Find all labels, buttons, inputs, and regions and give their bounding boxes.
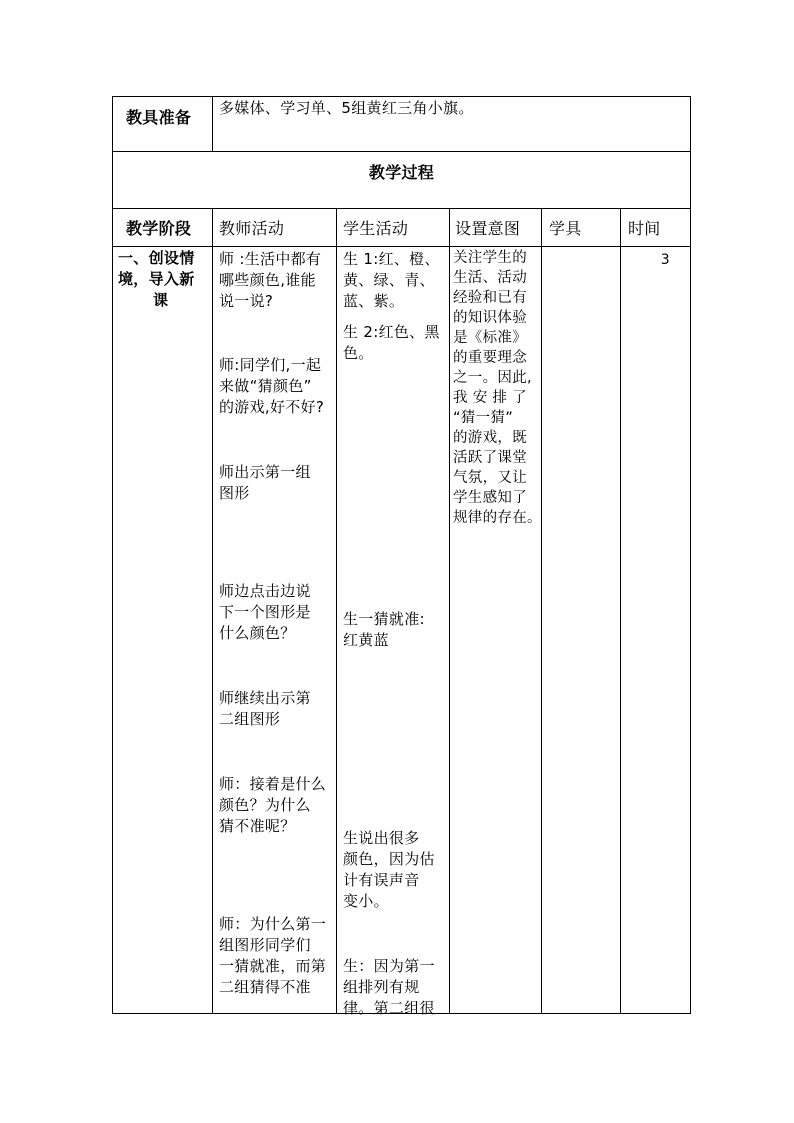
intent-line: “猜一猜” bbox=[453, 410, 514, 426]
student-p4-line: 生说出很多 bbox=[343, 829, 420, 847]
teacher-p7-line: 师：为什么第一 bbox=[219, 915, 327, 933]
stage-line-1: 一、创设情 bbox=[118, 249, 195, 267]
process-title: 教学过程 bbox=[368, 163, 435, 182]
student-p4-line: 计有误声音 bbox=[343, 871, 420, 889]
teacher-p6-line: 猜不准呢？ bbox=[219, 817, 296, 835]
teacher-p6 bbox=[219, 774, 326, 837]
student-p2 bbox=[343, 322, 440, 364]
intent-line: 学生感知了 bbox=[453, 490, 527, 506]
student-p4-line: 变小。 bbox=[343, 892, 389, 910]
teacher-p6-line: 师：接着是什么 bbox=[219, 775, 327, 793]
stage-line-2: 境，导入新 bbox=[118, 270, 195, 288]
student-p2-line: 色。 bbox=[343, 344, 374, 362]
intent-line: 生活、活动 bbox=[453, 270, 527, 286]
student-p5 bbox=[343, 956, 435, 1019]
teacher-p7-line: 一猜就准，而第 bbox=[219, 957, 327, 975]
student-p1-line: 蓝、紫。 bbox=[343, 292, 405, 310]
intent-line: 的知识体验 bbox=[453, 310, 527, 326]
teacher-p1 bbox=[219, 249, 321, 312]
teacher-p7-line: 二组猜得不准 bbox=[219, 978, 311, 996]
intent-line: 气氛，又让 bbox=[453, 470, 527, 486]
header-teacher: 教师活动 bbox=[219, 219, 285, 238]
teacher-p1-line: 师 :生活中都有 bbox=[219, 250, 322, 268]
teacher-p2-line: 的游戏,好不好? bbox=[219, 398, 325, 416]
teacher-p4-line: 下一个图形是 bbox=[219, 603, 311, 621]
table-border-top bbox=[112, 96, 691, 97]
table-col-divider-1 bbox=[212, 208, 213, 1014]
table-col-divider-2 bbox=[336, 208, 337, 1014]
student-p3 bbox=[343, 609, 425, 651]
table-border-left bbox=[112, 96, 113, 1014]
intent-text bbox=[453, 248, 542, 528]
table-rule-prep-divider bbox=[212, 96, 213, 152]
table-rule-prep-bottom bbox=[112, 151, 691, 152]
teacher-p4-line: 什么颜色？ bbox=[219, 624, 296, 642]
student-p2-line: 生 2:红色、黑 bbox=[343, 323, 440, 341]
teacher-p2-line: 师:同学们,一起 bbox=[219, 356, 322, 374]
header-student: 学生活动 bbox=[343, 219, 409, 238]
intent-line: 我 安 排 了 bbox=[453, 390, 527, 406]
table-rule-header-bottom bbox=[112, 246, 691, 247]
teacher-p5-line: 师继续出示第 bbox=[219, 689, 311, 707]
student-p5-line: 生：因为第一 bbox=[343, 957, 435, 975]
table-col-divider-5 bbox=[620, 208, 621, 1014]
table-col-divider-3 bbox=[449, 208, 450, 1014]
intent-line: 之一。因此, bbox=[453, 370, 532, 386]
prep-label: 教具准备 bbox=[126, 108, 192, 127]
student-p4 bbox=[343, 828, 435, 912]
student-p5-line: 组排列有规 bbox=[343, 978, 420, 996]
teacher-p3-line: 图形 bbox=[219, 484, 250, 502]
intent-line: 的游戏，既 bbox=[453, 430, 527, 446]
header-stage: 教学阶段 bbox=[126, 219, 192, 238]
teacher-p7 bbox=[219, 914, 326, 998]
teacher-p5-line: 二组图形 bbox=[219, 710, 281, 728]
prep-content: 多媒体、学习单、5组黄红三角小旗。 bbox=[219, 99, 474, 117]
student-p1-line: 黄、绿、青、 bbox=[343, 271, 435, 289]
teacher-p2 bbox=[219, 355, 324, 418]
table-border-right bbox=[690, 96, 691, 1014]
student-p1 bbox=[343, 249, 440, 312]
student-p1-line: 生 1:红、橙、 bbox=[343, 250, 440, 268]
header-tools: 学具 bbox=[549, 219, 582, 238]
teacher-p5 bbox=[219, 688, 311, 730]
time-value: 3 bbox=[660, 252, 670, 268]
teacher-p7-line: 组图形同学们 bbox=[219, 936, 311, 954]
intent-line: 关注学生的 bbox=[453, 250, 527, 266]
header-time: 时间 bbox=[628, 219, 661, 238]
header-intent: 设置意图 bbox=[455, 219, 521, 238]
stage-line-3: 课 bbox=[153, 291, 169, 309]
student-p4-line: 颜色，因为估 bbox=[343, 850, 435, 868]
teacher-p2-line: 来做“猜颜色” bbox=[219, 377, 312, 395]
table-rule-title-bottom bbox=[112, 208, 691, 209]
teacher-p6-line: 颜色？为什么 bbox=[219, 796, 311, 814]
student-p3-line: 生一猜就准: bbox=[343, 610, 425, 628]
teacher-p4-line: 师边点击边说 bbox=[219, 582, 311, 600]
teacher-p1-line: 说一说? bbox=[219, 292, 274, 310]
teacher-p1-line: 哪些颜色,谁能 bbox=[219, 271, 316, 289]
student-p5-line: 律。第二组很 bbox=[343, 999, 435, 1017]
intent-line: 是《标准》 bbox=[453, 330, 527, 346]
teacher-p3 bbox=[219, 462, 311, 504]
intent-line: 的重要理念 bbox=[453, 350, 527, 366]
intent-line: 活跃了课堂 bbox=[453, 450, 527, 466]
teacher-p4 bbox=[219, 581, 311, 644]
teacher-p3-line: 师出示第一组 bbox=[219, 463, 311, 481]
student-p3-line: 红黄蓝 bbox=[343, 631, 389, 649]
intent-line: 经验和已有 bbox=[453, 290, 527, 306]
intent-line: 规律的存在。 bbox=[453, 510, 542, 526]
